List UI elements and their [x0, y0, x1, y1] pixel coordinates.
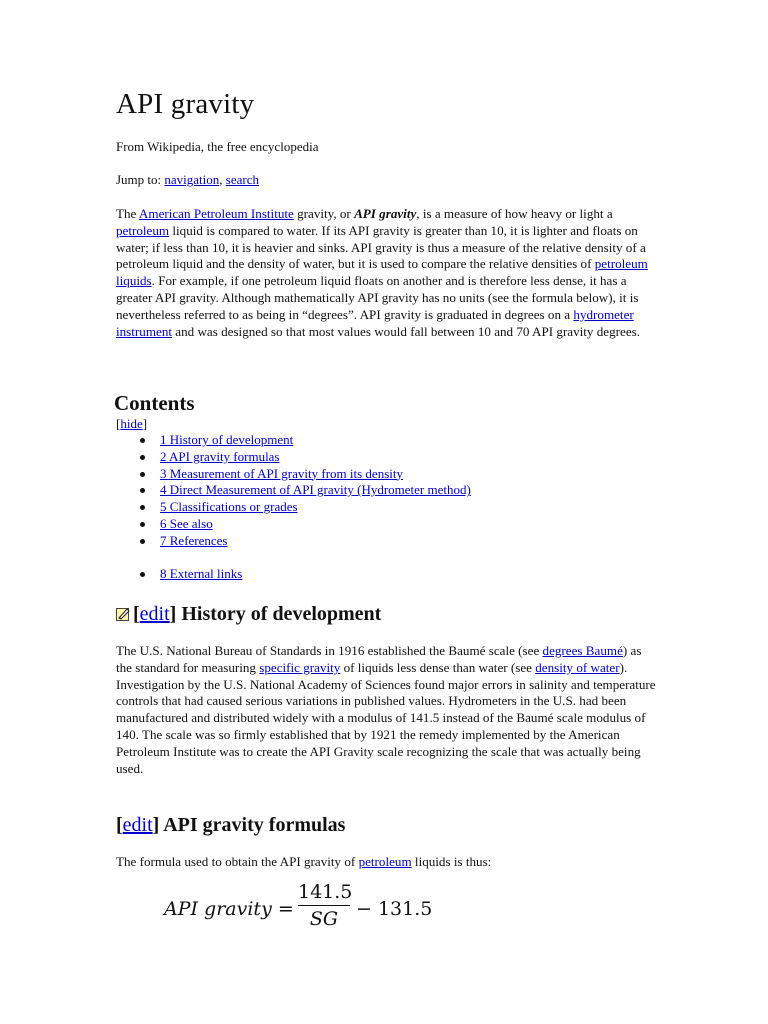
navigation-link[interactable]: navigation [164, 172, 220, 187]
table-of-contents [116, 432, 471, 582]
page-title: API gravity [116, 88, 255, 120]
inline-link[interactable]: petroleum liquids [116, 256, 648, 289]
bullet-icon [140, 472, 145, 477]
formula-intro [116, 854, 656, 871]
formula-rhs: − 131.5 [356, 898, 433, 920]
inline-link[interactable]: petroleum [358, 854, 412, 869]
edit-link-history[interactable]: edit [139, 603, 170, 625]
edit-bracket-open: [ [133, 603, 140, 625]
section-title: API gravity formulas [159, 814, 346, 836]
edit-bracket-close: ] [169, 603, 177, 625]
formula-numerator: 141.5 [298, 881, 353, 903]
toc-item [116, 482, 471, 499]
text-run: of liquids less dense than water (see [340, 659, 536, 675]
toc-link-see-also[interactable]: 6 See also [160, 515, 213, 531]
text-run: liquids is thus: [411, 854, 492, 869]
inline-link[interactable]: density of water [535, 659, 620, 675]
bullet-icon [140, 572, 145, 577]
text-run: The formula used to obtain the API gravity of [116, 854, 359, 869]
text-run: , is a measure of how heavy or light a [416, 206, 613, 221]
text-run: gravity, or [293, 206, 355, 221]
edit-icon[interactable] [116, 606, 131, 621]
inline-link[interactable]: degrees Baumé [542, 643, 623, 658]
bullet-icon [140, 522, 145, 527]
edit-bracket-close: ] [152, 814, 160, 836]
toc-link-classifications[interactable]: 5 Classifications or grades [160, 499, 298, 515]
edit-bracket-open: [ [116, 814, 123, 836]
text-run: ). Investigation by the U.S. National Academy of Sciences found major errors in salinity and temperature controls that had caused serious variations in published values. Hydrometers in the U.S. had been manufactured and distributed widely with a modulus of 141.5 instead of the Baumé scale modulus of 140. The scale was so firmly established that by 1921 the remedy implemented by the American Petroleum Institute was to create the API Gravity scale recognizing the scale that was actually being used. [116, 659, 656, 776]
bullet-icon [140, 539, 145, 544]
toc-item [116, 499, 471, 516]
search-link[interactable]: search [225, 172, 259, 187]
inline-link[interactable]: specific gravity [259, 659, 341, 675]
toc-item [116, 449, 471, 466]
toc-link-measurement[interactable]: 3 Measurement of API gravity from its density [160, 465, 403, 481]
text-run: . For example, if one petroleum liquid floats on another and is therefore less dense, it has a greater API gravity. Although mathematically API gravity has no units (see the formula below), it is nevertheless referred to as being in “degrees”. API gravity is graduated in degrees on a [116, 273, 639, 322]
toc-item [116, 533, 471, 550]
text-run: ) as the standard for measuring [116, 643, 642, 675]
toc-link-formulas[interactable]: 2 API gravity formulas [160, 448, 280, 464]
bullet-icon [140, 455, 145, 460]
bullet-icon [140, 438, 145, 443]
toc-link-hydrometer[interactable]: 4 Direct Measurement of API gravity (Hydrometer method) [160, 482, 471, 498]
inline-link[interactable]: petroleum [116, 222, 170, 238]
section-heading-history [116, 603, 381, 626]
toc-hide-close: ] [142, 416, 148, 431]
toc-link-external[interactable]: 8 External links [160, 565, 243, 581]
inline-link[interactable]: American Petroleum Institute [138, 206, 294, 221]
term-emphasis: API gravity [354, 206, 417, 221]
text-run: The U.S. National Bureau of Standards in 1916 established the Baumé scale (see [116, 643, 543, 658]
text-run: and was designed so that most values would fall between 10 and 70 API gravity degrees. [172, 323, 641, 339]
contents-heading: Contents [114, 391, 195, 415]
formula-denominator: SG [309, 908, 339, 930]
history-paragraph [116, 643, 656, 777]
formula-fraction [298, 881, 353, 930]
jump-links [116, 172, 259, 188]
text-run: The [116, 206, 139, 221]
edit-link-formulas[interactable]: edit [122, 814, 153, 836]
toc-item [116, 566, 471, 583]
inline-link[interactable]: hydrometer instrument [116, 306, 634, 339]
jump-label: Jump to: [116, 172, 165, 187]
toc-hide-open: [ [116, 416, 121, 431]
jump-separator: , [219, 172, 226, 187]
toc-item [116, 516, 471, 533]
toc-item [116, 432, 471, 449]
toc-link-references[interactable]: 7 References [160, 532, 228, 548]
toc-hide-link[interactable]: hide [120, 416, 143, 431]
bullet-icon [140, 505, 145, 510]
toc-item [116, 466, 471, 483]
bullet-icon [140, 488, 145, 493]
fraction-bar [298, 905, 350, 906]
formula-lhs: API gravity = [164, 898, 294, 920]
api-gravity-formula [164, 880, 433, 932]
tagline: From Wikipedia, the free encyclopedia [116, 139, 319, 154]
text-run: liquid is compared to water. If its API gravity is greater than 10, it is lighter and floats on water; if less than 10, it is heavier and sinks. API gravity is thus a measure of the relative density of a petroleum liquid and the density of water, but it is used to compare the relative densities of [116, 222, 646, 272]
toc-hide-toggle [116, 416, 147, 432]
toc-link-history[interactable]: 1 History of development [160, 432, 294, 447]
section-heading-formulas [116, 814, 345, 837]
intro-paragraph [116, 206, 656, 340]
section-title: History of development [176, 603, 382, 625]
